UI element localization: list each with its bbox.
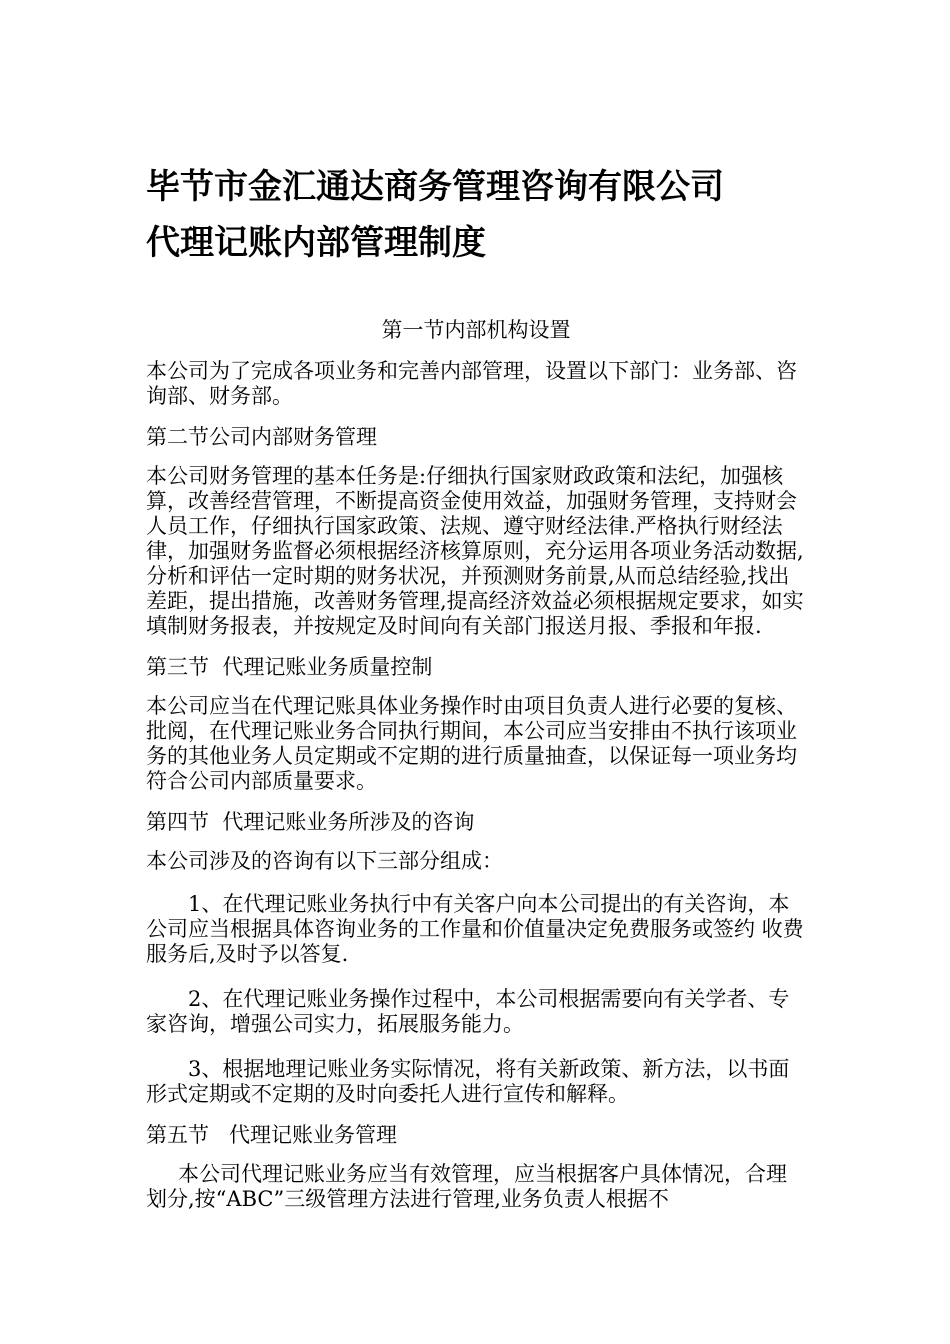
section4-heading: 第四节 代理记账业务所涉及的咨询 [146,810,475,834]
section2-heading: 第二节公司内部财务管理 [146,425,377,449]
section3-heading: 第三节 代理记账业务质量控制 [146,655,433,679]
section1-paragraph: 本公司为了完成各项业务和完善内部管理，设置以下部门：业务部、咨询部、财务部。 [146,359,797,408]
section5-paragraph: 本公司代理记账业务应当有效管理，应当根据客户具体情况，合理划分,按“ABC”三级管理方法进行管理,业务负责人根据不 [146,1162,787,1211]
section3-paragraph: 本公司应当在代理记账具体业务操作时由项目负责人进行必要的复核、批阅，在代理记账业务合同执行期间，本公司应当安排由不执行该项业务的其他业务人员定期或不定期的进行质量抽查，以保证每一项业务均符合公司内部质量要求。 [146,694,797,793]
section5-heading: 第五节 代理记账业务管理 [146,1123,398,1147]
section1-heading: 第一节内部机构设置 [381,318,571,342]
section4-item-2: 2、在代理记账业务操作过程中，本公司根据需要向有关学者、专家咨询，增强公司实力，拓展服务能力。 [146,987,790,1036]
document-title-line2: 代理记账内部管理制度 [146,223,486,263]
section4-item-3: 3、根据地理记账业务实际情况，将有关新政策、新方法，以书面形式定期或不定期的及时向委托人进行宣传和解释。 [146,1057,790,1106]
document-title-line1: 毕节市金汇通达商务管理咨询有限公司 [146,167,724,207]
document-body [146,318,806,1212]
section4-intro: 本公司涉及的咨询有以下三部分组成： [146,849,503,873]
section2-paragraph: 本公司财务管理的基本任务是:仔细执行国家财政政策和法纪，加强核算，改善经营管理，不断提高资金使用效益，加强财务管理，支持财会人员工作，仔细执行国家政策、法规、遵守财经法律.严格执行财经法律，加强财务监督必须根据经济核算原则，充分运用各项业务活动数据,分析和评估一定时期的财务状况，并预测财务前景,从而总结经验,找出差距，提出措施，改善财务管理,提高经济效益必须根据规定要求，如实填制财务报表，并按规定及时间向有关部门报送月报、季报和年报. [146,464,804,638]
section4-item-1: 1、在代理记账业务执行中有关客户向本公司提出的有关咨询，本公司应当根据具体咨询业务的工作量和价值量决定免费服务或签约 收费服务后,及时予以答复. [146,892,804,966]
